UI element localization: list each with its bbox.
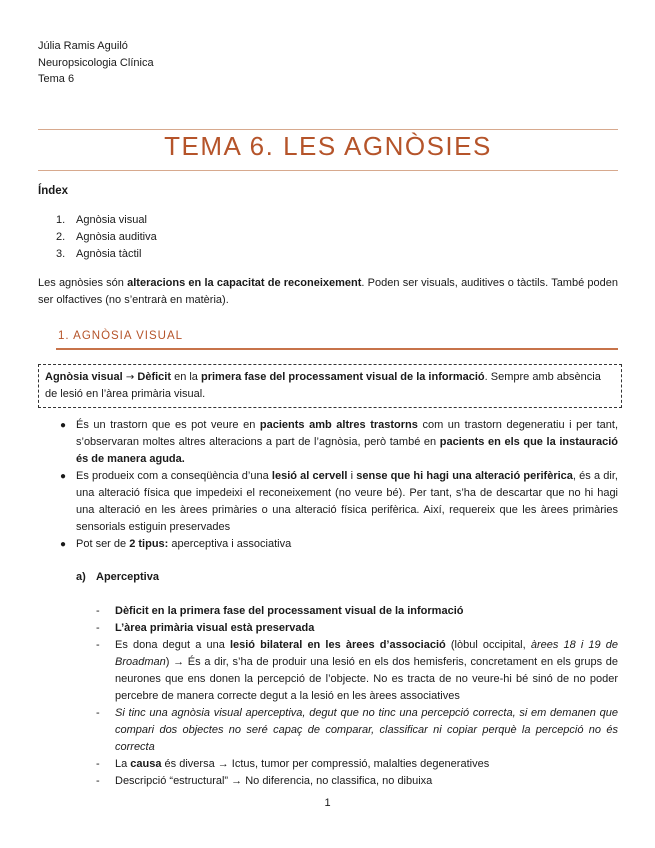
index-item: 3. Agnòsia tàctil <box>56 248 142 260</box>
index-item: 2. Agnòsia auditiva <box>56 231 157 243</box>
list-item: ● És un trastorn que es pot veure en pacients amb altres trastorns com un trastorn degeneratiu i per tant, s’observaran moltes altres alteracions a part de l’agnòsia, però també en pacients en els que la instauració és de manera aguda. <box>60 419 619 465</box>
index-item: 1. Agnòsia visual <box>56 214 147 226</box>
title-bottom-rule <box>38 170 618 171</box>
topic-label: Tema 6 <box>38 73 75 85</box>
page-title: TEMA 6. LES AGNÒSIES <box>164 131 492 161</box>
list-item: - L’àrea primària visual està preservada <box>115 620 618 637</box>
section-heading-visual-agnosia: 1. AGNÒSIA VISUAL <box>58 330 184 342</box>
bullet-icon: ● <box>60 420 67 431</box>
index-list <box>56 212 157 263</box>
dash-icon: - <box>96 707 100 719</box>
intro-paragraph: Les agnòsies són alteracions en la capacitat de reconeixement. Poden ser visuals, auditives o tàctils. També poden ser olfactives (no s’entrarà en matèria). <box>38 277 619 306</box>
section-rule <box>56 348 618 350</box>
course-name: Neuropsicologia Clínica <box>38 56 154 69</box>
subsection-heading-apperceptive: a) Aperceptiva <box>76 571 159 583</box>
author-name: Júlia Ramis Aguiló <box>38 40 128 52</box>
index-heading: Índex <box>38 185 69 197</box>
page-number: 1 <box>324 797 331 809</box>
dash-icon: - <box>96 622 100 634</box>
dash-list <box>96 603 618 790</box>
list-item: ● Es produeix com a conseqüència d’una lesió al cervell i sense que hi hagi una alteració perifèrica, és a dir, una alteració física que impedeixi el reconeixement (no veure bé). Per tant, s’ha de descartar que no hi hagi una alteració en les àrees primàries o una alteració física perifèrica. Així, requereix que les àrees primàries sensorials estiguin preservades <box>60 470 618 533</box>
bullet-list <box>60 417 619 553</box>
title-top-rule <box>38 129 618 130</box>
bullet-icon: ● <box>60 471 67 482</box>
definition-box: Agnòsia visual → Dèficit en la primera fase del processament visual de la informació. Sempre amb absència de lesió en l’àrea primària visual. <box>38 364 622 408</box>
dash-icon: - <box>96 758 100 770</box>
dash-icon: - <box>96 639 100 651</box>
document-header <box>38 38 154 88</box>
bullet-icon: ● <box>60 539 67 550</box>
list-item: ● Pot ser de 2 tipus: aperceptiva i associativa <box>76 536 618 553</box>
dash-icon: - <box>96 605 100 617</box>
list-item: - Si tinc una agnòsia visual aperceptiva, degut que no tinc una percepció correcta, si em demanen que compari dos objectes no seré capaç de comparar, classificar ni copiar perquè la percepció no és correcta <box>96 707 618 753</box>
list-item: - La causa és diversa → Ictus, tumor per compressió, malalties degeneratives <box>115 756 618 773</box>
list-item: - Descripció “estructural” → No diferencia, no classifica, no dibuixa <box>115 773 618 790</box>
list-item: - Es dona degut a una lesió bilateral en les àrees d’associació (lòbul occipital, àrees 18 i 19 de Broadman) → És a dir, s’ha de produir una lesió en els dos hemisferis, concretament en els grups de neurones que ens donen la percepció de l’objecte. No es tracta de no veure-hi bé sinó de no poder percebre de manera correcte degut a la lesió en les àrees associatives <box>96 639 618 702</box>
dash-icon: - <box>96 775 100 787</box>
list-item: - Dèficit en la primera fase del processament visual de la informació <box>115 603 618 620</box>
